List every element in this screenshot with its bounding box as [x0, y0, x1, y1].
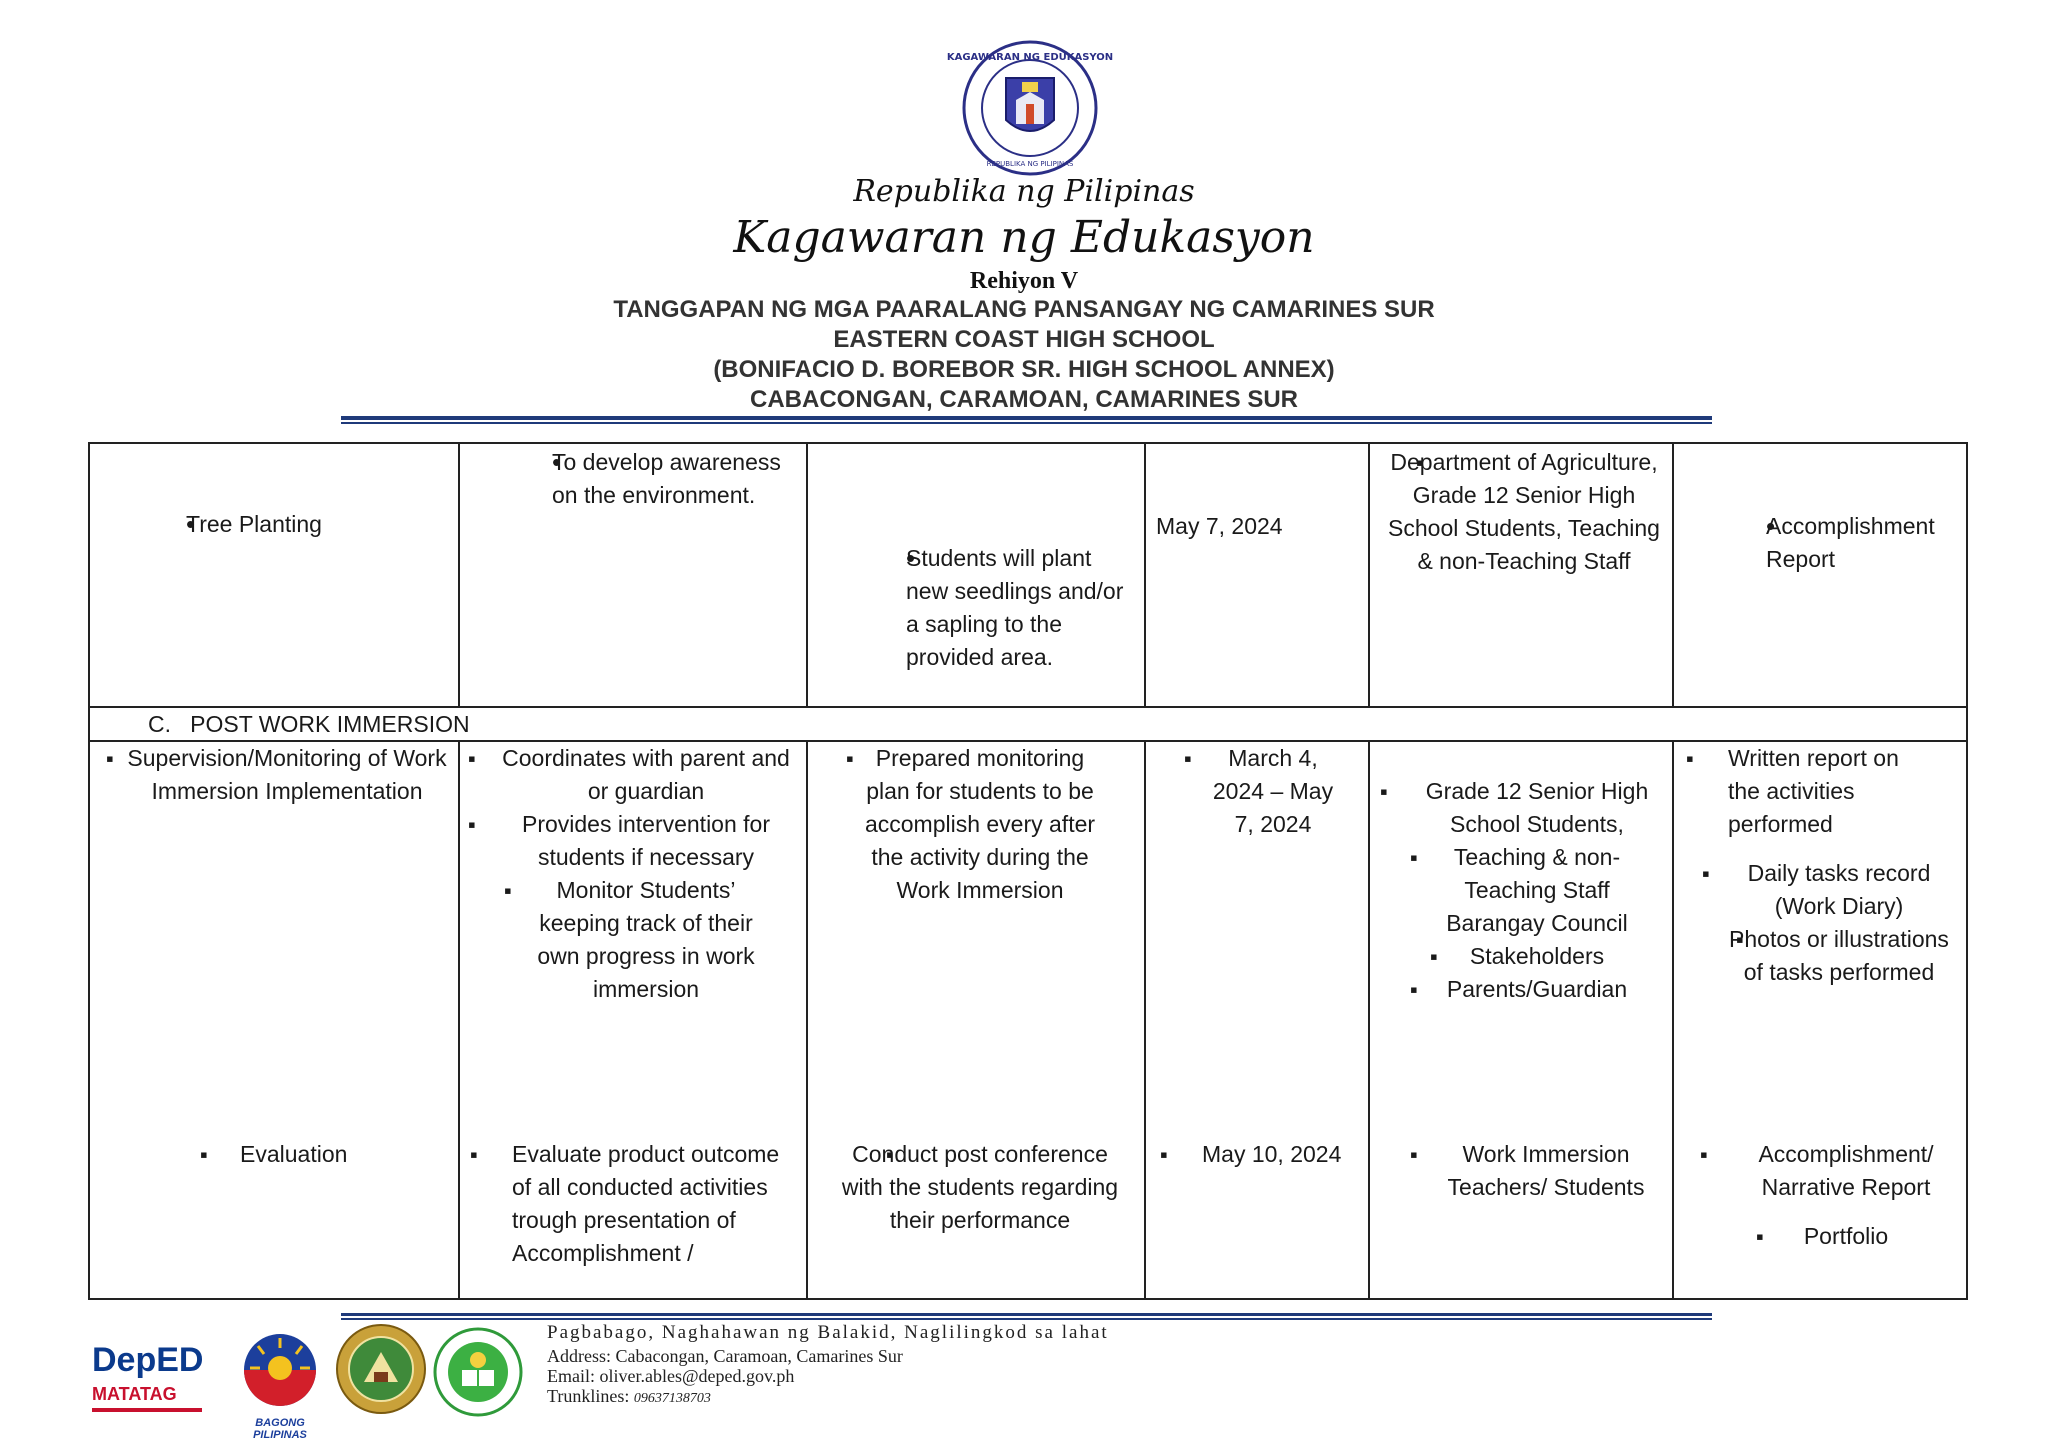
date-cell	[1180, 742, 1362, 841]
col-divider	[458, 740, 460, 1300]
output-cell	[1726, 510, 1966, 576]
deped-seal-icon	[946, 38, 1114, 178]
strategy-text: Students will plant new seedlings and/or a sapling to the provided area.	[906, 545, 1124, 670]
objective-item: Monitor Students’ keeping track of their own progress in work immersion	[537, 877, 755, 1002]
school-seal-icon	[432, 1326, 524, 1418]
deped-motto: Pagbabago, Naghahawan ng Balakid, Naglilingkod sa lahat	[547, 1322, 1109, 1343]
col-divider	[806, 444, 808, 706]
activity-cell	[106, 742, 448, 808]
strategy-text: Prepared monitoring plan for students to be accomplish every after the activity during the Work Immersion	[864, 745, 1096, 903]
objective-cell	[470, 1138, 800, 1270]
activity-cell	[200, 1138, 440, 1171]
school-address: Address: Cabacongan, Caramoan, Camarines Sur	[547, 1346, 903, 1366]
date-cell	[1160, 1138, 1366, 1171]
deped-logo-text: DepED	[92, 1341, 204, 1379]
objective-item: Coordinates with parent and or guardian	[502, 745, 790, 804]
persons-cell	[1406, 1138, 1670, 1204]
seal-bottom-text: REPUBLIKA NG PILIPINAS	[986, 160, 1074, 168]
persons-item: Grade 12 Senior High School Students,	[1425, 778, 1649, 837]
objective-text: To develop awareness on the environment.	[552, 449, 781, 508]
persons-item: Stakeholders	[1469, 943, 1605, 969]
school-name-line: EASTERN COAST HIGH SCHOOL	[833, 326, 1215, 353]
col-divider	[1144, 444, 1146, 706]
matatag-logo-text: MATATAG	[92, 1384, 177, 1404]
col-divider	[458, 444, 460, 706]
republic-title: Republika ng Pilipinas	[853, 174, 1195, 209]
division-office-line: TANGGAPAN NG MGA PAARALANG PANSANGAY NG CAMARINES SUR	[613, 296, 1435, 323]
date-text: March 4, 2024 – May 7, 2024	[1212, 745, 1334, 837]
objective-cell	[512, 446, 792, 512]
persons-cell	[1380, 775, 1670, 1006]
objective-text: Evaluate product outcome of all conducted activities trough presentation of Accomplishment /	[512, 1141, 780, 1266]
bagong-pilipinas-text: BAGONG PILIPINAS	[253, 1417, 307, 1441]
col-divider	[1144, 740, 1146, 1300]
output-text: Accomplishment Report	[1766, 513, 1935, 572]
seal-top-text: KAGAWARAN NG EDUKASYON	[946, 52, 1114, 63]
section-title: C. POST WORK IMMERSION	[148, 711, 470, 737]
bagong-pilipinas-logo	[228, 1322, 332, 1441]
output-item: Portfolio	[1803, 1223, 1889, 1249]
output-item: Written report on the activities performed	[1728, 745, 1899, 837]
activity-text: Evaluation	[240, 1141, 348, 1167]
department-title: Kagawaran ng Edukasyon	[733, 212, 1315, 263]
trunkline-row	[547, 1386, 711, 1407]
deped-matatag-logo	[92, 1328, 210, 1426]
strategy-cell	[830, 742, 1130, 907]
footer-divider	[341, 1313, 1712, 1320]
objective-cell	[468, 742, 800, 1006]
header-divider	[341, 416, 1712, 424]
trunkline-number: 09637138703	[633, 1391, 711, 1406]
date-text: May 10, 2024	[1202, 1141, 1342, 1167]
col-divider	[1672, 444, 1674, 706]
col-divider	[1368, 740, 1370, 1300]
school-annex-line: (BONIFACIO D. BOREBOR SR. HIGH SCHOOL ANNEX)	[713, 356, 1335, 383]
activity-plan-table	[88, 442, 1968, 1300]
date-cell	[1156, 510, 1366, 543]
output-item: Accomplishment/ Narrative Report	[1758, 1141, 1934, 1200]
region-label: Rehiyon V	[969, 268, 1079, 294]
school-address-line: CABACONGAN, CARAMOAN, CAMARINES SUR	[750, 386, 1298, 413]
persons-item: Teaching & non-Teaching Staff Barangay Council	[1446, 844, 1628, 936]
trunkline-label: Trunklines:	[547, 1386, 630, 1406]
school-email: Email: oliver.ables@deped.gov.ph	[547, 1366, 795, 1386]
activity-text: Supervision/Monitoring of Work Immersion Implementation	[127, 745, 447, 804]
strategy-cell	[830, 1138, 1130, 1237]
col-divider	[806, 740, 808, 1300]
activity-text: Tree Planting	[186, 511, 322, 537]
activity-cell	[146, 508, 446, 541]
strategy-cell	[866, 542, 1136, 674]
date-text: May 7, 2024	[1156, 513, 1283, 539]
persons-text: Department of Agriculture, Grade 12 Senior High School Students, Teaching & non-Teaching Staff	[1388, 449, 1660, 574]
division-seal-icon	[334, 1322, 428, 1416]
output-cell	[1686, 742, 1968, 989]
col-divider	[1672, 740, 1674, 1300]
persons-item: Parents/Guardian	[1446, 976, 1628, 1002]
output-item: Daily tasks record (Work Diary)	[1747, 860, 1931, 919]
output-item: Photos or illustrations of tasks performed	[1729, 926, 1949, 985]
strategy-text: Conduct post conference with the students regarding their performance	[841, 1141, 1119, 1233]
bagong-pilipinas-icon	[228, 1322, 332, 1412]
objective-item: Provides intervention for students if necessary	[521, 811, 770, 870]
col-divider	[1368, 444, 1370, 706]
output-cell	[1700, 1138, 1968, 1253]
persons-cell	[1380, 446, 1668, 578]
persons-text: Work Immersion Teachers/ Students	[1447, 1141, 1645, 1200]
